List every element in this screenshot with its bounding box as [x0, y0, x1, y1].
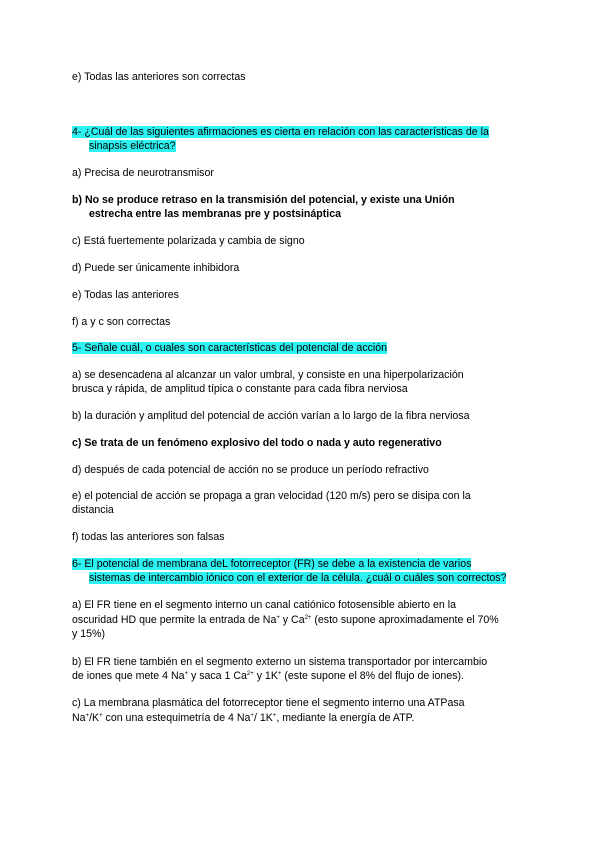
q6-b-sup-3: + — [277, 671, 282, 677]
q6-option-b-line-1: b) El FR tiene también en el segmento externo un sistema transportador por intercambio — [72, 656, 488, 668]
q6-option-a-line-2 — [72, 614, 499, 627]
q6-c-text-2: /K — [89, 712, 100, 724]
q6-option-a-line-1: a) El FR tiene en el segmento interno un canal catiónico fotosensible abierto en la — [72, 599, 456, 611]
q4-option-b-line-1: b) No se produce retraso en la transmisión del potencial, y existe una Unión — [72, 194, 455, 206]
q6-c-sup-4: + — [272, 713, 277, 719]
q6-a-sup-2: 2+ — [304, 615, 312, 621]
q4-option-d: d) Puede ser únicamente inhibidora — [72, 262, 240, 274]
q6-title-line-2 — [89, 572, 506, 585]
q5-title-highlight: 5- Señale cuál, o cuales son características del potencial de acción — [72, 342, 388, 354]
q6-c-sup-1: + — [85, 713, 90, 719]
q6-a-sup-1: + — [276, 615, 280, 621]
q5-option-a-line-2: brusca y rápida, de amplitud típica o constante para cada fibra nerviosa — [72, 383, 408, 395]
q4-title-line-1 — [72, 126, 489, 139]
q6-option-a-line-3: y 15%) — [72, 628, 105, 640]
q6-a-text-3: (esto supone aproximadamente el 70% — [311, 614, 499, 626]
q6-c-text-4: / 1K — [253, 712, 273, 724]
q6-c-text-5: , mediante la energía de ATP. — [276, 712, 415, 724]
q4-title-line-2 — [89, 140, 176, 153]
q6-option-c-line-1: c) La membrana plasmática del fotorreceptor tiene el segmento interno una ATPasa — [72, 697, 465, 709]
q6-a-text-1: oscuridad HD que permite la entrada de Na — [72, 614, 277, 626]
q6-title-highlight-1: 6- El potencial de membrana deL fotorreceptor (FR) se debe a la existencia de varios — [72, 558, 472, 570]
q4-option-b-line-2: estrecha entre las membranas pre y postsináptica — [89, 208, 342, 220]
q6-b-sup-1: + — [184, 671, 189, 677]
q6-c-text-1: Na — [72, 712, 86, 724]
q6-b-text-2: y saca 1 Ca — [188, 670, 247, 682]
q6-c-text-3: con una estequimetría de 4 Na — [102, 712, 251, 724]
q6-title-line-1 — [72, 558, 471, 571]
q5-option-f: f) todas las anteriores son falsas — [72, 531, 225, 543]
q6-option-b-line-2 — [72, 670, 464, 683]
q3-option-e: e) Todas las anteriores son correctas — [72, 71, 246, 83]
q6-b-sup-2: 2+ — [246, 671, 254, 677]
q4-option-a: a) Precisa de neurotransmisor — [72, 167, 214, 179]
q6-option-c-line-2 — [72, 712, 414, 725]
q6-title-highlight-2: sistemas de intercambio iónico con el exterior de la célula. ¿cuál o cuáles son correctos? — [89, 572, 507, 584]
q6-c-sup-3: + — [250, 713, 254, 719]
q5-option-e-line-1: e) el potencial de acción se propaga a gran velocidad (120 m/s) pero se disipa con la — [72, 490, 471, 502]
q6-a-text-2: y Ca — [279, 614, 305, 626]
q5-option-e-line-2: distancia — [72, 504, 114, 516]
q6-b-text-1: de iones que mete 4 Na — [72, 670, 185, 682]
q6-b-text-3: y 1K — [253, 670, 278, 682]
q4-option-c: c) Está fuertemente polarizada y cambia de signo — [72, 235, 305, 247]
q4-option-e: e) Todas las anteriores — [72, 289, 179, 301]
q5-option-c: c) Se trata de un fenómeno explosivo del todo o nada y auto regenerativo — [72, 437, 442, 449]
q6-c-sup-2: + — [99, 713, 103, 719]
q6-b-text-4: (este supone el 8% del flujo de iones). — [281, 670, 464, 682]
q5-option-d: d) después de cada potencial de acción no se produce un período refractivo — [72, 464, 429, 476]
q5-option-b: b) la duración y amplitud del potencial de acción varían a lo largo de la fibra nerviosa — [72, 410, 470, 422]
q5-option-a-line-1: a) se desencadena al alcanzar un valor umbral, y consiste en una hiperpolarización — [72, 369, 464, 381]
q4-title-highlight-1: 4- ¿Cuál de las siguientes afirmaciones es cierta en relación con las características de la — [72, 126, 489, 138]
q4-option-f: f) a y c son correctas — [72, 316, 171, 328]
q4-title-highlight-2: sinapsis eléctrica? — [89, 140, 176, 152]
q5-title-line — [72, 342, 387, 355]
